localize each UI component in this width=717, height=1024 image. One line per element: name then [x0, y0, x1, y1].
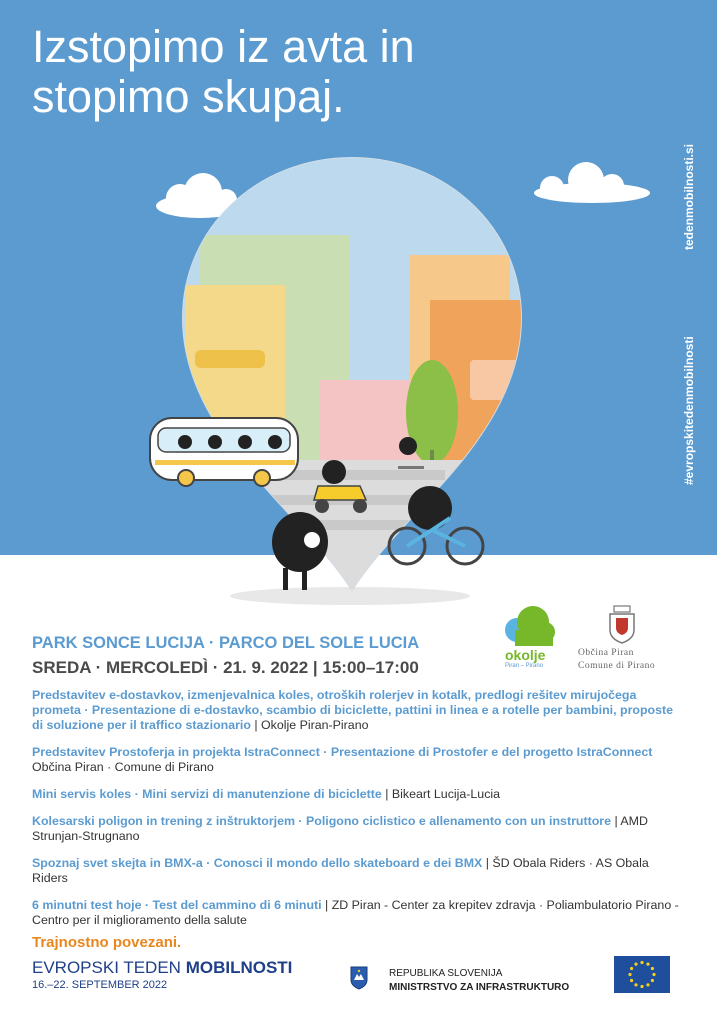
program-item [32, 787, 684, 802]
program-item-title: Predstavitev e-dostavkov, izmenjevalnica koles, otroških rolerjev in kotalk, predlogi rešitev mirujočega prometa · Presentazione di e-dostavko, scambio di biciclette, pattini in linea e a rotelle per bambini, proposte di soluzione per il traffico stazionario [32, 688, 674, 732]
program-item-organizer: | Bikeart Lucija-Lucia [381, 787, 501, 801]
program-item-title: Predstavitev Prostoferja in projekta IstraConnect · Presentazione di Prostofer e del progetto IstraConnect [32, 745, 653, 759]
program-item-title: Spoznaj svet skejta in BMX-a · Conosci il mondo dello skateboard e dei BMX [32, 856, 483, 870]
program-item-title: Mini servis koles · Mini servizi di manutenzione di biciclette [32, 787, 382, 801]
program-item-organizer: | AMD Strunjan-Strugnano [32, 814, 648, 843]
tagline: Trajnostno povezani. [32, 934, 182, 951]
emw-prefix: EVROPSKI TEDEN [32, 958, 186, 977]
program-item-title: 6 minutni test hoje · Test del cammino di 6 minuti [32, 898, 322, 912]
okolje-cloud-icon [503, 604, 557, 648]
program-list [32, 688, 684, 940]
program-item [32, 745, 684, 775]
ministry-line-2: MINISTRSTVO ZA INFRASTRUKTURO [389, 982, 570, 993]
program-item-organizer: Občina Piran · Comune di Pirano [32, 760, 214, 774]
event-date: SREDA · MERCOLEDÌ · 21. 9. 2022 | 15:00–17:00 [32, 658, 419, 677]
side-url[interactable]: tedenmobilnosti.si [682, 143, 696, 250]
okolje-logo-subtext: Piran – Pirano [505, 663, 544, 669]
headline-line-2: stopimo skupaj. [32, 71, 345, 122]
ground-shadow [230, 587, 470, 605]
event-venue: PARK SONCE LUCIJA · PARCO DEL SOLE LUCIA [32, 634, 420, 652]
program-item-organizer: | ZD Piran - Center za krepitev zdravja · Poliambulatorio Pirano - Centro per il miglioramento della salute [32, 898, 679, 927]
program-item [32, 688, 684, 733]
okolje-logo-text: okolje [505, 647, 546, 663]
european-mobility-week-logo [32, 958, 292, 978]
walker-icon [272, 512, 328, 590]
program-item [32, 898, 684, 928]
headline-line-1: Izstopimo iz avta in [32, 21, 415, 72]
obcina-logo-line-2: Comune di Pirano [578, 661, 656, 671]
obcina-logo-line-1: Občina Piran [578, 648, 634, 658]
cloud-right-icon [534, 162, 650, 203]
program-item [32, 814, 684, 844]
program-item-organizer: | ŠD Obala Riders · AS Obala Riders [32, 856, 649, 885]
eu-flag-icon [614, 956, 670, 993]
piran-coat-of-arms-icon [604, 604, 640, 644]
program-item-title: Kolesarski poligon in trening z inštruktorjem · Poligono ciclistico e allenamento con un instruttore [32, 814, 611, 828]
emw-bold: MOBILNOSTI [185, 958, 293, 977]
bus-icon [150, 418, 298, 486]
emw-dates: 16.–22. SEPTEMBER 2022 [32, 979, 168, 991]
side-hashtag: #evropskitedenmobilnosti [682, 336, 696, 485]
program-item-organizer: | Okolje Piran-Pirano [250, 718, 369, 732]
ministry-line-1: REPUBLIKA SLOVENIJA [389, 968, 503, 979]
slovenia-emblem-icon [350, 966, 368, 990]
program-item [32, 856, 684, 886]
